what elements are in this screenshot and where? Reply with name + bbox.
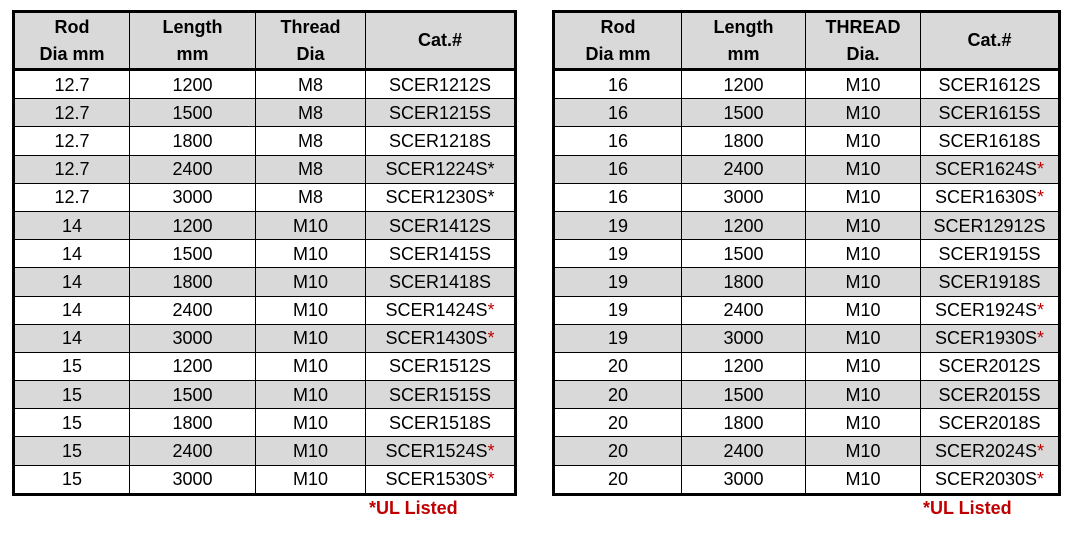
cell-length: 1200 (682, 70, 806, 99)
table-row (554, 183, 1060, 211)
ul-listed-asterisk: * (487, 159, 495, 180)
cat-number-text: SCER1215S (388, 102, 492, 123)
cell-thread-dia: M10 (256, 409, 366, 437)
table-row (14, 268, 516, 296)
cat-number-text: SCER1615S (938, 102, 1041, 123)
cell-length: 2400 (130, 437, 256, 465)
cell-thread-dia: M10 (806, 183, 921, 211)
cell-cat-number (366, 465, 516, 494)
cat-number-text: SCER1415S (388, 243, 492, 264)
table-row (14, 240, 516, 268)
table-row (14, 127, 516, 155)
cell-rod-dia: 16 (554, 99, 682, 127)
cell-thread-dia: M10 (806, 352, 921, 380)
cell-cat-number (366, 155, 516, 183)
col-header-cat-number: Cat.# (366, 12, 516, 70)
cell-length: 2400 (682, 155, 806, 183)
cell-length: 3000 (682, 465, 806, 494)
ul-listed-asterisk: * (487, 441, 495, 462)
cell-thread-dia: M10 (806, 324, 921, 352)
cell-cat-number (921, 155, 1060, 183)
ul-listed-asterisk: * (1037, 441, 1045, 462)
table-row (554, 296, 1060, 324)
cell-cat-number (366, 183, 516, 211)
cell-rod-dia: 19 (554, 296, 682, 324)
cell-rod-dia: 14 (14, 211, 130, 239)
ul-listed-asterisk: * (1037, 187, 1045, 208)
cell-thread-dia: M10 (806, 211, 921, 239)
table-row (554, 324, 1060, 352)
cat-number-text: SCER1218S (388, 130, 492, 151)
table-row (554, 465, 1060, 494)
cell-cat-number (366, 268, 516, 296)
cat-number-text: SCER1412S (388, 215, 492, 236)
table-row (554, 70, 1060, 99)
cell-cat-number (921, 127, 1060, 155)
table-row (14, 296, 516, 324)
cell-thread-dia: M10 (806, 155, 921, 183)
col-header-cat-number: Cat.# (921, 12, 1060, 70)
cell-thread-dia: M8 (256, 155, 366, 183)
cell-cat-number (921, 240, 1060, 268)
cell-length: 2400 (682, 437, 806, 465)
cat-number-text: SCER1630S (934, 187, 1038, 208)
cat-number-text: SCER1918S (938, 271, 1041, 292)
ul-listed-asterisk: * (1037, 159, 1045, 180)
cat-number-text: SCER1612S (938, 74, 1041, 95)
cat-number-text: SCER1518S (388, 412, 492, 433)
cell-rod-dia: 12.7 (14, 155, 130, 183)
cell-cat-number (921, 296, 1060, 324)
cell-length: 1500 (130, 240, 256, 268)
cell-cat-number (366, 352, 516, 380)
cell-length: 1800 (682, 127, 806, 155)
cell-cat-number (366, 211, 516, 239)
cat-number-text: SCER1524S (385, 441, 488, 462)
cell-cat-number (366, 409, 516, 437)
cell-thread-dia: M10 (806, 127, 921, 155)
table-row (554, 155, 1060, 183)
cell-cat-number (366, 324, 516, 352)
ul-listed-asterisk: * (487, 300, 495, 321)
col-header-length: Length mm (682, 12, 806, 70)
cell-length: 1200 (130, 352, 256, 380)
cell-thread-dia: M10 (806, 268, 921, 296)
cell-cat-number (366, 437, 516, 465)
cell-length: 3000 (682, 183, 806, 211)
cell-rod-dia: 20 (554, 437, 682, 465)
cat-number-text: SCER1512S (388, 356, 492, 377)
cat-number-text: SCER1430S (385, 328, 488, 349)
cell-cat-number (366, 127, 516, 155)
cat-number-text: SCER1930S (934, 328, 1038, 349)
cell-thread-dia: M10 (256, 324, 366, 352)
cell-cat-number (921, 268, 1060, 296)
table-row (14, 437, 516, 465)
cell-length: 1500 (682, 381, 806, 409)
cell-thread-dia: M10 (806, 70, 921, 99)
left-spec-table (12, 10, 517, 496)
cell-cat-number (921, 70, 1060, 99)
cell-cat-number (921, 324, 1060, 352)
cell-thread-dia: M10 (256, 437, 366, 465)
table-row (554, 381, 1060, 409)
cell-rod-dia: 14 (14, 268, 130, 296)
cell-rod-dia: 12.7 (14, 99, 130, 127)
cell-length: 1800 (682, 409, 806, 437)
right-spec-table (552, 10, 1061, 496)
col-header-thread-dia: Thread Dia (256, 12, 366, 70)
ul-listed-asterisk: * (487, 187, 495, 208)
cell-thread-dia: M10 (256, 465, 366, 494)
cell-cat-number (921, 437, 1060, 465)
cell-thread-dia: M8 (256, 99, 366, 127)
table-row (554, 352, 1060, 380)
cell-cat-number (921, 409, 1060, 437)
cell-length: 1200 (682, 211, 806, 239)
cat-number-text: SCER2012S (938, 356, 1041, 377)
cell-length: 1500 (130, 381, 256, 409)
table-row (554, 99, 1060, 127)
cell-thread-dia: M10 (806, 296, 921, 324)
col-header-thread-dia: THREAD Dia. (806, 12, 921, 70)
cell-length: 3000 (130, 183, 256, 211)
cell-rod-dia: 20 (554, 465, 682, 494)
cell-length: 3000 (130, 324, 256, 352)
cat-number-text: SCER1418S (388, 271, 492, 292)
table-row (554, 127, 1060, 155)
cell-length: 3000 (130, 465, 256, 494)
table-row (14, 409, 516, 437)
cell-length: 1800 (130, 268, 256, 296)
cell-rod-dia: 20 (554, 409, 682, 437)
cat-number-text: SCER2024S (934, 441, 1038, 462)
table-row (14, 352, 516, 380)
table-row (14, 465, 516, 494)
cell-length: 1800 (130, 409, 256, 437)
cell-thread-dia: M10 (256, 352, 366, 380)
cell-cat-number (921, 211, 1060, 239)
cell-thread-dia: M10 (256, 211, 366, 239)
cell-cat-number (366, 99, 516, 127)
cell-thread-dia: M10 (256, 240, 366, 268)
cell-length: 1500 (130, 99, 256, 127)
cell-rod-dia: 14 (14, 324, 130, 352)
cell-rod-dia: 15 (14, 437, 130, 465)
table-row (14, 99, 516, 127)
ul-listed-asterisk: * (487, 328, 495, 349)
cat-number-text: SCER12912S (933, 215, 1046, 236)
cell-thread-dia: M8 (256, 183, 366, 211)
cell-thread-dia: M10 (806, 437, 921, 465)
table-row (554, 437, 1060, 465)
cell-cat-number (921, 381, 1060, 409)
ul-listed-asterisk: * (1037, 300, 1045, 321)
table-row (14, 381, 516, 409)
cell-rod-dia: 16 (554, 127, 682, 155)
cell-thread-dia: M10 (806, 381, 921, 409)
cat-number-text: SCER1624S (934, 159, 1038, 180)
cell-length: 1500 (682, 99, 806, 127)
cat-number-text: SCER1424S (385, 300, 488, 321)
cell-cat-number (921, 352, 1060, 380)
cell-length: 1500 (682, 240, 806, 268)
ul-listed-note: *UL Listed (369, 498, 458, 518)
cell-rod-dia: 16 (554, 155, 682, 183)
ul-listed-asterisk: * (1037, 328, 1045, 349)
cat-number-text: SCER1915S (938, 243, 1041, 264)
cell-rod-dia: 15 (14, 352, 130, 380)
col-header-rod-dia: Rod Dia mm (554, 12, 682, 70)
cell-cat-number (366, 381, 516, 409)
table-row (14, 183, 516, 211)
cell-rod-dia: 19 (554, 211, 682, 239)
cell-thread-dia: M10 (806, 465, 921, 494)
col-header-length: Length mm (130, 12, 256, 70)
cell-rod-dia: 14 (14, 240, 130, 268)
cell-thread-dia: M10 (806, 409, 921, 437)
col-header-rod-dia: Rod Dia mm (14, 12, 130, 70)
cell-rod-dia: 19 (554, 268, 682, 296)
cell-cat-number (921, 465, 1060, 494)
cat-number-text: SCER1230S (385, 187, 488, 208)
right-table-body (554, 70, 1060, 495)
table-row (14, 324, 516, 352)
cell-rod-dia: 15 (14, 381, 130, 409)
cell-length: 1800 (682, 268, 806, 296)
table-row (14, 70, 516, 99)
ul-listed-asterisk: * (487, 469, 495, 490)
cat-number-text: SCER1530S (385, 469, 488, 490)
cell-cat-number (921, 99, 1060, 127)
cell-rod-dia: 14 (14, 296, 130, 324)
left-table-container (12, 10, 514, 496)
cell-rod-dia: 19 (554, 240, 682, 268)
cell-rod-dia: 15 (14, 409, 130, 437)
cell-thread-dia: M10 (806, 240, 921, 268)
table-row (554, 268, 1060, 296)
cell-rod-dia: 15 (14, 465, 130, 494)
cell-rod-dia: 12.7 (14, 183, 130, 211)
right-table-container (552, 10, 1058, 496)
cell-thread-dia: M10 (256, 268, 366, 296)
table-header-row (14, 12, 516, 70)
cell-cat-number (366, 296, 516, 324)
cat-number-text: SCER1224S (385, 159, 488, 180)
cat-number-text: SCER1212S (388, 74, 492, 95)
cell-length: 1800 (130, 127, 256, 155)
cell-cat-number (366, 240, 516, 268)
cat-number-text: SCER1515S (388, 384, 492, 405)
cat-number-text: SCER2018S (938, 412, 1041, 433)
cell-thread-dia: M8 (256, 127, 366, 155)
table-header-row (554, 12, 1060, 70)
cell-thread-dia: M8 (256, 70, 366, 99)
cell-cat-number (366, 70, 516, 99)
cell-rod-dia: 16 (554, 70, 682, 99)
cell-length: 1200 (130, 70, 256, 99)
cell-rod-dia: 20 (554, 381, 682, 409)
cell-rod-dia: 12.7 (14, 127, 130, 155)
cell-cat-number (921, 183, 1060, 211)
cell-rod-dia: 20 (554, 352, 682, 380)
cell-length: 2400 (130, 155, 256, 183)
cat-number-text: SCER2030S (934, 469, 1038, 490)
cell-length: 1200 (130, 211, 256, 239)
table-row (554, 240, 1060, 268)
left-table-body (14, 70, 516, 495)
table-row (14, 155, 516, 183)
cell-rod-dia: 19 (554, 324, 682, 352)
ul-listed-asterisk: * (1037, 469, 1045, 490)
cell-rod-dia: 16 (554, 183, 682, 211)
cat-number-text: SCER1618S (938, 130, 1041, 151)
cell-thread-dia: M10 (256, 296, 366, 324)
ul-listed-note: *UL Listed (923, 498, 1012, 518)
cell-length: 3000 (682, 324, 806, 352)
table-row (14, 211, 516, 239)
cat-number-text: SCER1924S (934, 300, 1038, 321)
table-row (554, 409, 1060, 437)
cell-length: 2400 (682, 296, 806, 324)
cell-length: 1200 (682, 352, 806, 380)
cell-length: 2400 (130, 296, 256, 324)
cell-thread-dia: M10 (256, 381, 366, 409)
table-row (554, 211, 1060, 239)
cell-thread-dia: M10 (806, 99, 921, 127)
cell-rod-dia: 12.7 (14, 70, 130, 99)
cat-number-text: SCER2015S (938, 384, 1041, 405)
